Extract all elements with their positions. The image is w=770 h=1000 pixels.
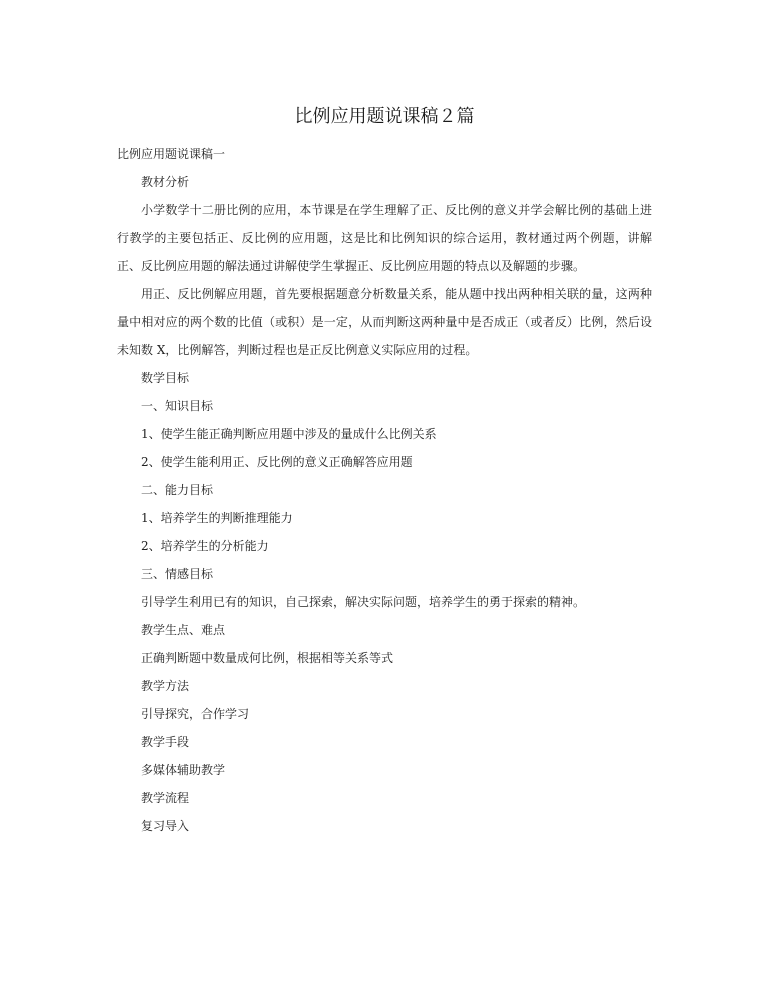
paragraph-material-analysis: 小学数学十二册比例的应用，本节课是在学生理解了正、反比例的意义并学会解比例的基础上进行教学的主要包括正、反比例的应用题，这是比和比例知识的综合运用，教材通过两个例题，讲解正、反比例应用题的解法通过讲解使学生掌握正、反比例应用题的特点以及解题的步骤。	[117, 203, 652, 273]
emotion-goal-text: 引导学生利用已有的知识，自己探索，解决实际问题，培养学生的勇于探索的精神。	[141, 595, 586, 609]
paragraph-solving-method: 用正、反比例解应用题，首先要根据题意分析数量关系，能从题中找出两种相关联的量，这两种量中相对应的两个数的比值（或积）是一定，从而判断这两种量中是否成正（或者反）比例，然后设未知数 X，比例解答，判断过程也是正反比例意义实际应用的过程。	[117, 287, 652, 357]
heading-math-goals: 数学目标	[141, 371, 190, 385]
heading-ability-goals: 二、能力目标	[141, 483, 214, 497]
document-title: 比例应用题说课稿２篇	[294, 106, 475, 127]
ability-goal-item: 2、培养学生的分析能力	[141, 539, 269, 553]
teaching-flow-item: 复习导入	[141, 819, 190, 833]
heading-emotion-goals: 三、情感目标	[141, 567, 214, 581]
knowledge-goal-item: 1、使学生能正确判断应用题中涉及的量成什么比例关系	[141, 427, 437, 441]
ability-goal-item: 1、培养学生的判断推理能力	[141, 511, 293, 525]
heading-key-points: 教学生点、难点	[141, 623, 226, 637]
teaching-method-text: 引导探究，合作学习	[141, 707, 250, 721]
heading-teaching-method: 教学方法	[141, 679, 190, 693]
section-title: 比例应用题说课稿一	[117, 147, 226, 161]
heading-teaching-flow: 教学流程	[141, 791, 190, 805]
heading-knowledge-goals: 一、知识目标	[141, 399, 214, 413]
heading-material-analysis: 教材分析	[141, 175, 190, 189]
key-points-text: 正确判断题中数量成何比例，根据相等关系等式	[141, 651, 394, 665]
knowledge-goal-item: 2、使学生能利用正、反比例的意义正确解答应用题	[141, 455, 413, 469]
heading-teaching-means: 教学手段	[141, 735, 190, 749]
teaching-means-text: 多媒体辅助教学	[141, 763, 226, 777]
